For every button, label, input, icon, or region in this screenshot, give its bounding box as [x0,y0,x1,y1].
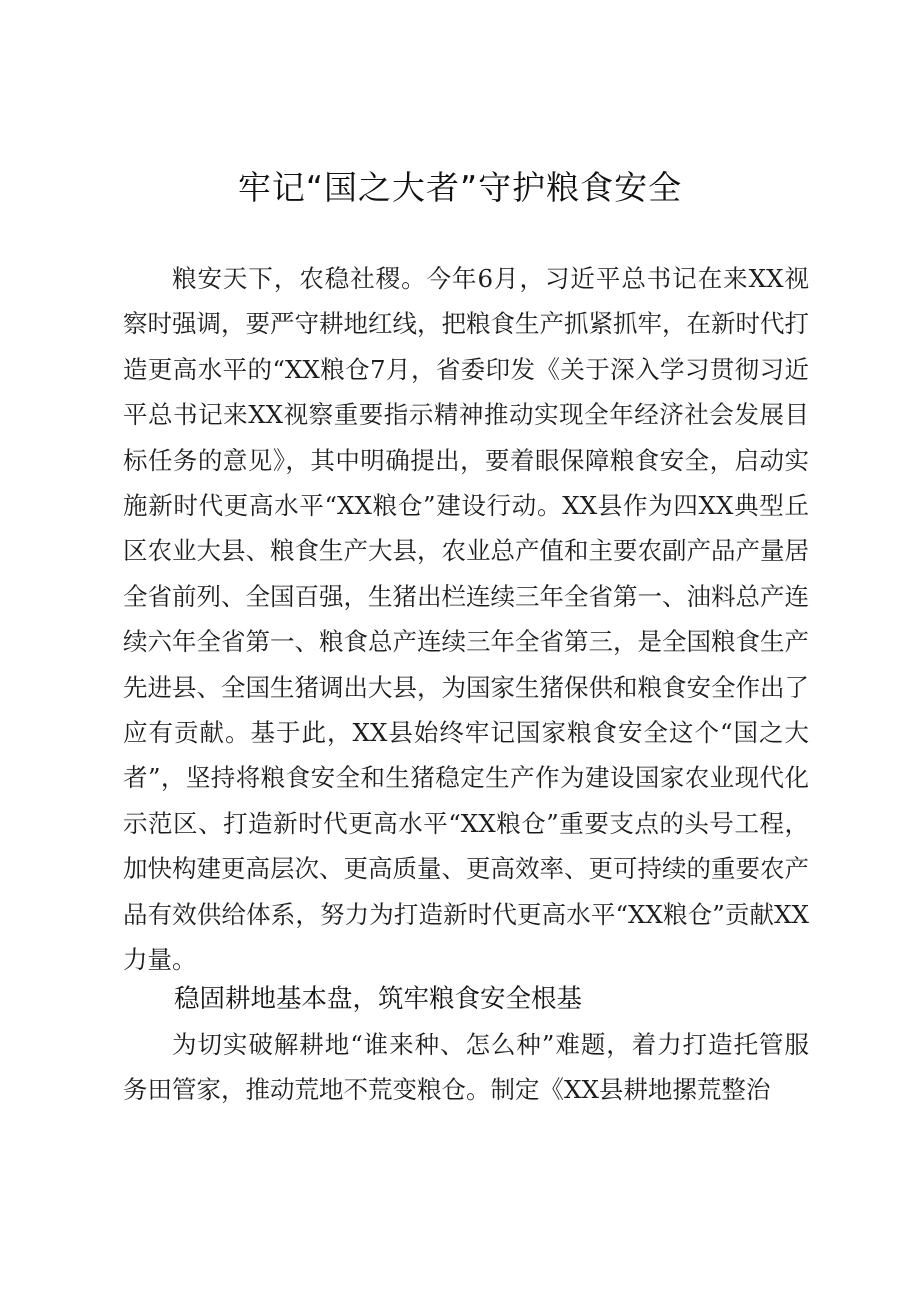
section-paragraph: 为切实破解耕地“谁来种、怎么种”难题，着力打造托管服务田管家，推动荒地不荒变粮仓。制定《XX县耕地摞荒整治 [123,1030,809,1105]
document-title: 牢记“国之大者”守护粮食安全 [237,168,683,207]
section-heading: 稳固耕地基本盘，筑牢粮食安全根基 [174,984,583,1014]
intro-paragraph: 粮安天下，农稳社稷。今年6月，习近平总书记在来XX视察时强调，要严守耕地红线，把粮食生产抓紧抓牢，在新时代打造更高水平的“XX粮仓7月，省委印发《关于深入学习贯彻习近平总书记来XX视察重要指示精神推动实现全年经济社会发展目标任务的意见》，其中明确提出，要着眼保障粮食安全，启动实施新时代更高水平“XX粮仓”建设行动。XX县作为四XX典型丘区农业大县、粮食生产大县，农业总产值和主要农副产品产量居全省前列、全国百强，生猪出栏连续三年全省第一、油料总产连续六年全省第一、粮食总产连续三年全省第三，是全国粮食生产先进县、全国生猪调出大县，为国家生猪保供和粮食安全作出了应有贡献。基于此，XX县始终牢记国家粮食安全这个“国之大者”，坚持将粮食安全和生猪稳定生产作为建设国家农业现代化示范区、打造新时代更高水平“XX粮仓”重要支点的头号工程，加快构建更高层次、更高质量、更高效率、更可持续的重要农产品有效供给体系，努力为打造新时代更高水平“XX粮仓”贡献XX力量。 [123,264,809,975]
